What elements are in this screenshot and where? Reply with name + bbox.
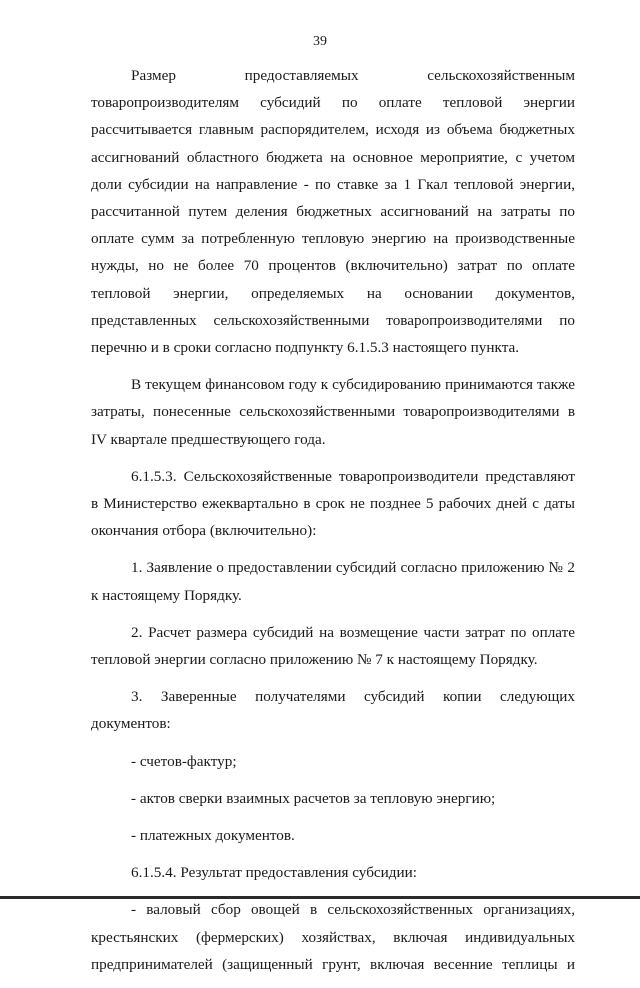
paragraph-6-1-5-4: 6.1.5.4. Результат предоставления субсидии: <box>131 864 417 882</box>
list-item-calculation: 2. Расчет размера субсидий на возмещение части затрат по оплате тепловой энергии согласно приложению № 7 к настоящему Порядку. <box>91 623 575 669</box>
list-item-application: 1. Заявление о предоставлении субсидий согласно приложению № 2 к настоящему Порядку. <box>91 559 575 604</box>
document-body <box>91 62 575 988</box>
bottom-border-line <box>0 896 640 899</box>
list-item-reconciliation-acts: - актов сверки взаимных расчетов за тепловую энергию; <box>131 789 496 807</box>
page-number: 39 <box>313 34 327 49</box>
paragraph-gross-harvest: - валовый сбор овощей в сельскохозяйственных организациях, крестьянских (фермерских) хозяйствах, включая индивидуальных предпринимателей (защищенный грунт, включая весенние теплицы и <box>91 901 575 973</box>
paragraph-subsidy-calculation: Размер предоставляемых сельскохозяйственным товаропроизводителям субсидий по оплате тепловой энергии рассчитывается главным распорядителем, исходя из объема бюджетных ассигнований областного бюджета на основное мероприятие, с учетом доли субсидии на направление - по ставке за 1 Гкал тепловой энергии, рассчитанной путем деления бюджетных ассигнований на затраты по оплате сумм за потребленную тепловую энергию на производственные нужды, но не более 70 процентов (включительно) затрат по оплате тепловой энергии, определяемых на основании документов, представленных сельскохозяйственными товаропроизводителями по перечню и в сроки согласно подпункту 6.1.5.3 настоящего пункта. <box>91 67 575 357</box>
list-item-payment-documents: - платежных документов. <box>131 827 295 845</box>
list-item-certified-copies: 3. Заверенные получателями субсидий копии следующих документов: <box>91 688 575 733</box>
list-item-invoices: - счетов-фактур; <box>131 752 237 770</box>
paragraph-6-1-5-3: 6.1.5.3. Сельскохозяйственные товаропроизводители представляют в Министерство ежеквартально в срок не позднее 5 рабочих дней с даты окончания отбора (включительно): <box>91 467 575 540</box>
paragraph-current-year-costs: В текущем финансовом году к субсидированию принимаются также затраты, понесенные сельскохозяйственными товаропроизводителями в IV квартале предшествующего года. <box>91 376 575 448</box>
